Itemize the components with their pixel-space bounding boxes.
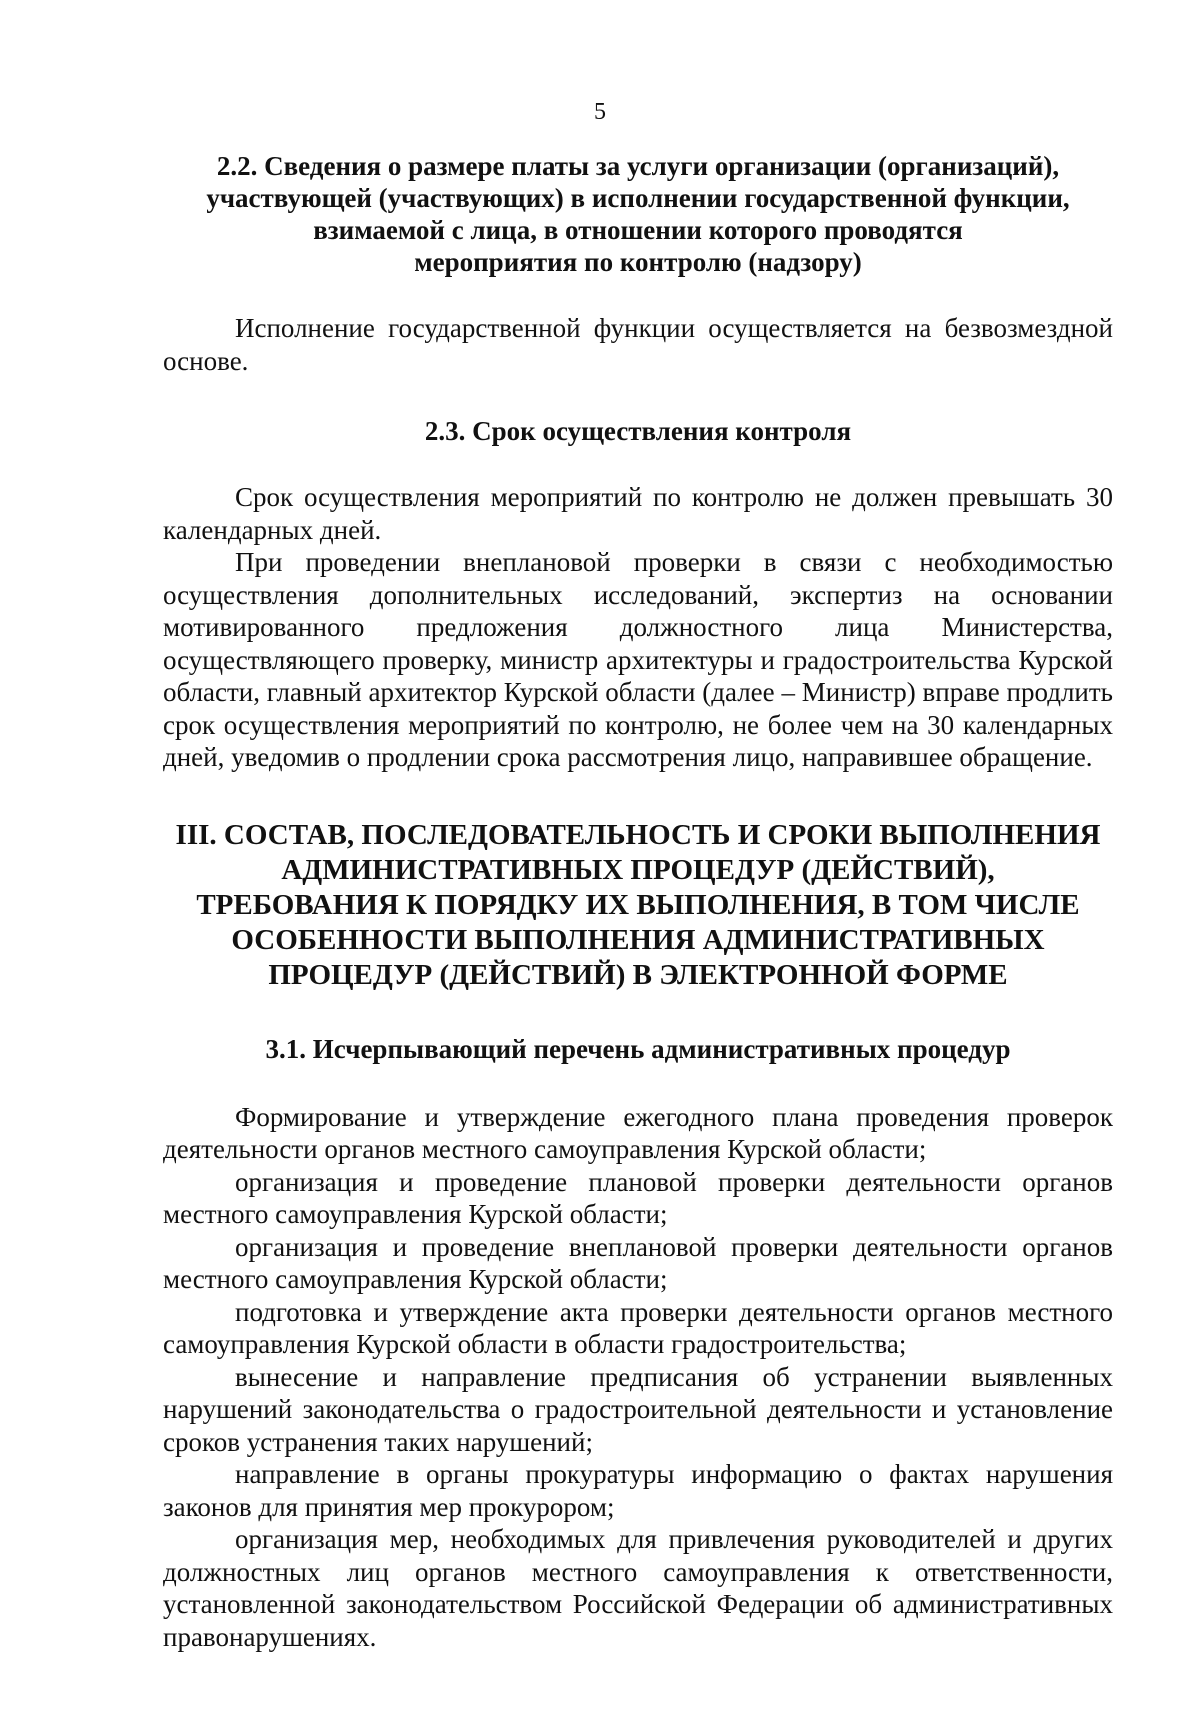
procedure-list-item: организация и проведение плановой проверки деятельности органов местного самоуправления Курской области; bbox=[163, 1166, 1113, 1229]
heading-line: мероприятия по контролю (надзору) bbox=[414, 247, 862, 277]
section-2-2-paragraph: Исполнение государственной функции осуществляется на безвозмездной основе. bbox=[163, 313, 1113, 376]
procedure-list-item: подготовка и утверждение акта проверки деятельности органов местного самоуправления Курской области в области градостроительства; bbox=[163, 1296, 1113, 1359]
section-2-3-paragraph: Срок осуществления мероприятий по контролю не должен превышать 30 календарных дней. bbox=[163, 482, 1113, 545]
heading-line: АДМИНИСТРАТИВНЫХ ПРОЦЕДУР (ДЕЙСТВИЙ), bbox=[281, 853, 995, 886]
document-body bbox=[163, 150, 1113, 1653]
heading-line: III. СОСТАВ, ПОСЛЕДОВАТЕЛЬНОСТЬ И СРОКИ ВЫПОЛНЕНИЯ bbox=[175, 818, 1101, 851]
procedure-list-item: организация мер, необходимых для привлечения руководителей и других должностных лиц органов местного самоуправления к ответственности, установленной законодательством Российской Федерации об административных правонарушениях. bbox=[163, 1524, 1113, 1652]
heading-line: взимаемой с лица, в отношении которого проводятся bbox=[313, 215, 963, 245]
heading-line: ОСОБЕННОСТИ ВЫПОЛНЕНИЯ АДМИНИСТРАТИВНЫХ bbox=[231, 923, 1045, 956]
heading-line: 2.2. Сведения о размере платы за услуги организации (организаций), bbox=[216, 151, 1060, 181]
heading-line: ТРЕБОВАНИЯ К ПОРЯДКУ ИХ ВЫПОЛНЕНИЯ, В ТОМ ЧИСЛЕ bbox=[196, 888, 1080, 921]
procedure-list-item: вынесение и направление предписания об устранении выявленных нарушений законодательства о градостроительной деятельности и установление сроков устранения таких нарушений; bbox=[163, 1361, 1113, 1457]
procedure-list-item: организация и проведение внеплановой проверки деятельности органов местного самоуправления Курской области; bbox=[163, 1231, 1113, 1294]
heading-line: ПРОЦЕДУР (ДЕЙСТВИЙ) В ЭЛЕКТРОННОЙ ФОРМЕ bbox=[268, 958, 1008, 991]
section-2-3-heading: 2.3. Срок осуществления контроля bbox=[424, 416, 852, 446]
heading-line: участвующей (участвующих) в исполнении государственной функции, bbox=[206, 183, 1070, 213]
page-number: 5 bbox=[594, 99, 606, 125]
section-3-heading bbox=[163, 818, 1113, 993]
section-3-1-heading: 3.1. Исчерпывающий перечень административных процедур bbox=[265, 1033, 1011, 1064]
section-2-3-paragraph: При проведении внеплановой проверки в связи с необходимостью осуществления дополнительных исследований, экспертиз на основании мотивированного предложения должностного лица Министерства, осуществляющего проверку, министр архитектуры и градостроительства Курской области, главный архитектор Курской области (далее – Министр) вправе продлить срок осуществления мероприятий по контролю, не более чем на 30 календарных дней, уведомив о продлении срока рассмотрения лицо, направившее обращение. bbox=[163, 547, 1113, 772]
procedure-list-item: направление в органы прокуратуры информацию о фактах нарушения законов для принятия мер прокурором; bbox=[163, 1459, 1113, 1522]
procedure-list-item: Формирование и утверждение ежегодного плана проведения проверок деятельности органов местного самоуправления Курской области; bbox=[163, 1101, 1113, 1164]
section-2-2-heading bbox=[163, 150, 1113, 278]
